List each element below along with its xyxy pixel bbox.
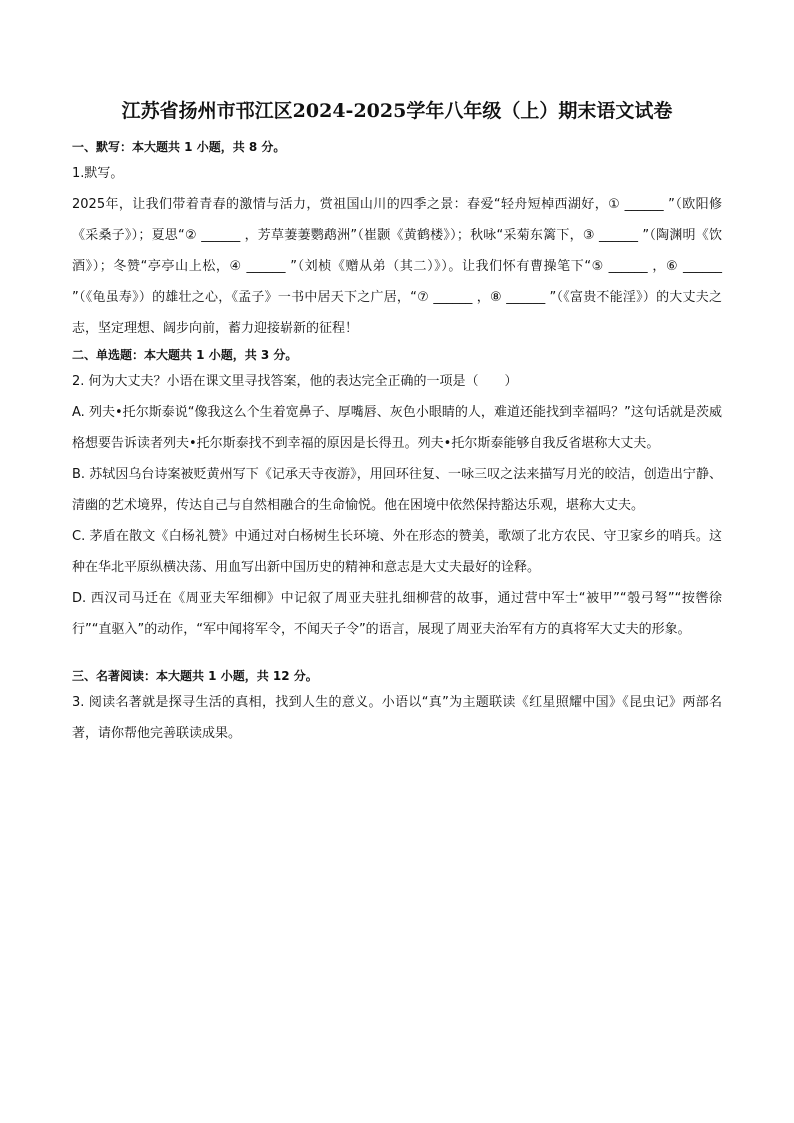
option-d: D. 西汉司马迁在《周亚夫军细柳》中记叙了周亚夫驻扎细柳营的故事，通过营中军士“被甲”“彀弓弩”“按辔徐行”“直驱入”的动作，“军中闻将军令，不闻天子令”的语言，展现了周亚夫治军有方的真将军大丈夫的形象。 xyxy=(72,591,722,637)
page-title: 江苏省扬州市邗江区2024-2025学年八年级（上）期末语文试卷 xyxy=(121,100,673,122)
question-stem: 3. 阅读名著就是探寻生活的真相，找到人生的意义。小语以“真”为主题联读《红星照耀中国》《昆虫记》两部名著，请你帮他完善联读成果。 xyxy=(72,695,722,741)
exam-page xyxy=(72,96,722,749)
option-b: B. 苏轼因乌台诗案被贬黄州写下《记承天寺夜游》，用回环往复、一咏三叹之法来描写月光的皎洁，创造出宁静、清幽的艺术境界，传达自己与自然相融合的生命愉悦。他在困境中依然保持豁达乐观，堪称大丈夫。 xyxy=(72,467,722,513)
section-dictation xyxy=(72,136,722,344)
section-heading: 二、单选题：本大题共 1 小题，共 3 分。 xyxy=(72,348,298,362)
option-c: C. 茅盾在散文《白杨礼赞》中通过对白杨树生长环境、外在形态的赞美，歌颂了北方农民、守卫家乡的哨兵。这种在华北平原纵横决荡、用血写出新中国历史的精神和意志是大丈夫最好的诠释。 xyxy=(72,529,722,575)
question-body: 2025年，让我们带着青春的激情与活力，赏祖国山川的四季之景：春爱“轻舟短棹西湖好，① ______ ”（欧阳修《采桑子》）；夏思“② ______ ，芳草萋萋鹦鹉洲”（崔颢《黄鹤楼》）；秋咏“采菊东篱下，③ ______ ”（陶渊明《饮酒》）；冬赞“亭亭山上松，④ ______ ”（刘桢《赠从弟（其二）》）。让我们怀有曹操笔下“⑤ ______ ，⑥ ______ ”（《龟虽寿》）的雄壮之心，《孟子》一书中居天下之广居，“⑦ ______ ，⑧ ______ ”（《富贵不能淫》）的大丈夫之志，坚定理想、阔步向前，蓄力迎接崭新的征程！ xyxy=(72,197,722,336)
section-heading: 三、名著阅读：本大题共 1 小题，共 12 分。 xyxy=(72,669,318,683)
section-heading: 一、默写：本大题共 1 小题，共 8 分。 xyxy=(72,140,286,154)
section-single-choice xyxy=(72,344,722,645)
question-stem: 1.默写。 xyxy=(72,166,124,181)
option-a: A. 列夫•托尔斯泰说“像我这么个生着宽鼻子、厚嘴唇、灰色小眼睛的人，难道还能找到幸福吗？”这句话就是茨威格想要告诉读者列夫•托尔斯泰找不到幸福的原因是长得丑。列夫•托尔斯泰能够自我反省堪称大丈夫。 xyxy=(72,405,722,451)
spacer xyxy=(72,645,722,665)
section-classic-reading xyxy=(72,665,722,749)
question-stem: 2. 何为大丈夫？小语在课文里寻找答案，他的表达完全正确的一项是（ ） xyxy=(72,374,518,389)
